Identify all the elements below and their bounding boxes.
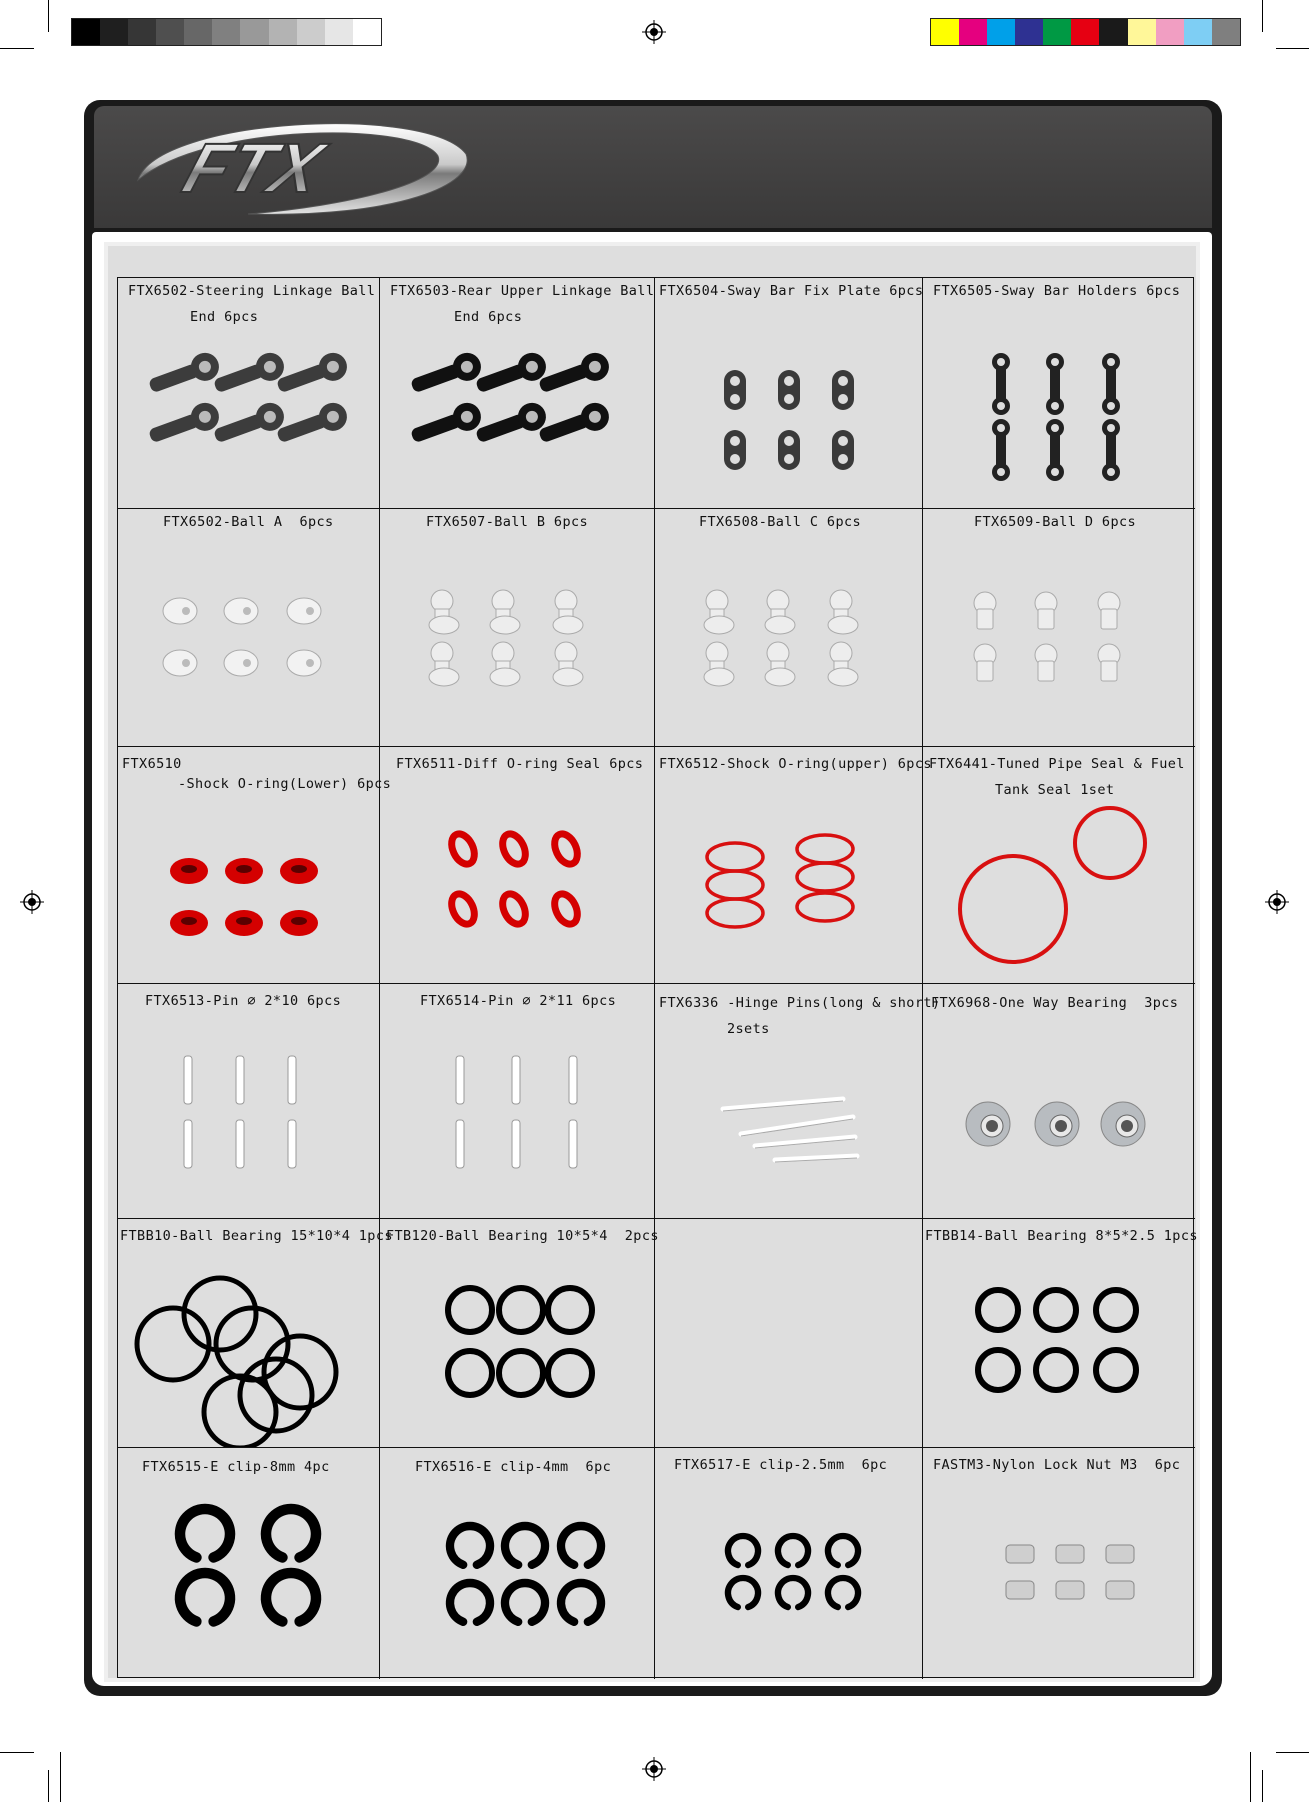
rod-end-part [211,349,288,400]
ball-stud [224,650,258,676]
part-label: FTX6513-Pin ∅ 2*10 6pcs [145,993,342,1009]
part-label: FTBB10-Ball Bearing 15*10*4 1pcs [120,1228,393,1244]
color-swatch [325,19,353,45]
pin [456,1056,464,1104]
ball-bearing [978,1290,1018,1330]
color-swatch [1212,19,1240,45]
rod-end-part [408,349,485,400]
color-swatch [1043,19,1071,45]
o-ring [280,858,318,884]
e-clip [180,1573,230,1621]
rod-end-part [274,349,351,400]
o-ring [280,910,318,936]
part-cell [380,984,655,1219]
color-swatch [240,19,268,45]
part-illustration [380,278,654,508]
o-ring [447,830,479,867]
lock-nut [1106,1581,1134,1599]
e-clip [450,1583,490,1622]
o-ring [498,890,530,927]
part-label: FTX6336 -Hinge Pins(long & short) [659,995,941,1011]
rod-end-part [536,349,613,400]
one-way-bearing [1035,1102,1079,1146]
ball-bearing [499,1351,543,1395]
sway-bar-plate [724,370,746,410]
ball-bearing [1096,1290,1136,1330]
part-illustration [923,984,1195,1218]
gray-color-bar [71,18,382,46]
e-clip [505,1583,545,1622]
ball-stud [974,644,996,681]
ball-bearing [499,1288,543,1332]
ball-stud [828,642,858,686]
part-label-continued: 2sets [727,1021,770,1037]
color-swatch [1128,19,1156,45]
part-illustration [118,1219,379,1447]
part-cell [655,278,923,509]
part-cell [118,1219,393,1448]
part-label: FTB120-Ball Bearing 10*5*4 2pcs [386,1228,659,1244]
o-ring [447,890,479,927]
pin [456,1120,464,1168]
part-illustration [655,747,922,983]
part-label: FTX6515-E clip-8mm 4pc [142,1459,330,1475]
part-cell [655,984,941,1219]
part-label-continued: -Shock O-ring(Lower) 6pcs [178,776,392,792]
ball-stud [974,592,996,629]
ball-stud [1035,644,1057,681]
o-ring [225,910,263,936]
hinge-pin [755,1137,855,1146]
part-label: FTX6441-Tuned Pipe Seal & Fuel [929,756,1185,772]
part-cell [118,1448,380,1679]
ball-stud [1098,592,1120,629]
part-cell [923,1219,1198,1448]
registration-mark-bottom [642,1757,666,1781]
ball-bearing [548,1351,592,1395]
ball-stud [1035,592,1057,629]
part-cell [118,984,380,1219]
part-cell [380,509,655,747]
empty-cell [655,1219,923,1448]
ball-stud [429,642,459,686]
part-label: FTX6516-E clip-4mm 6pc [415,1459,612,1475]
pin [184,1120,192,1168]
sway-bar-holder [1102,419,1120,481]
sway-bar-holder [1046,353,1064,415]
part-label: FTX6504-Sway Bar Fix Plate 6pcs [659,283,924,299]
ball-stud [765,642,795,686]
part-illustration [655,278,922,508]
part-label: FTX6508-Ball C 6pcs [699,514,862,530]
rod-end-part [536,399,613,450]
lock-nut [1006,1545,1034,1563]
e-clip [266,1573,316,1621]
o-ring [498,830,530,867]
part-illustration [923,747,1195,983]
color-swatch [353,19,381,45]
part-label-continued: End 6pcs [454,309,523,325]
ball-bearing [978,1350,1018,1390]
registration-mark-top [642,20,666,44]
part-label: FTX6502-Ball A 6pcs [163,514,334,530]
one-way-bearing [1101,1102,1145,1146]
ball-stud [287,650,321,676]
color-swatch [987,19,1015,45]
rod-end-part [146,399,223,450]
ftx-logo [98,110,478,222]
ball-stud [224,598,258,624]
o-ring [170,910,208,936]
part-label: FTX6509-Ball D 6pcs [974,514,1137,530]
color-swatch [931,19,959,45]
part-label: FTX6503-Rear Upper Linkage Ball [390,283,655,299]
e-clip [778,1578,808,1607]
part-cell [380,1219,659,1448]
e-clip [778,1536,808,1565]
ball-stud [704,590,734,634]
pin [236,1056,244,1104]
rod-end-part [211,399,288,450]
hinge-pin [775,1156,857,1160]
part-label-continued: End 6pcs [190,309,259,325]
one-way-bearing [966,1102,1010,1146]
part-label: FTX6510 [122,756,182,772]
ball-stud [163,598,197,624]
rod-end-part [473,349,550,400]
sway-bar-holder [992,353,1010,415]
hinge-pin [723,1099,843,1109]
sway-bar-holder [1046,419,1064,481]
ball-bearing [1096,1350,1136,1390]
color-swatch [1156,19,1184,45]
color-swatch [269,19,297,45]
e-clip [505,1526,545,1565]
part-cell [380,1448,655,1679]
ball-stud [1098,644,1120,681]
pin [512,1056,520,1104]
tuned-pipe-seal [960,856,1066,962]
e-clip [266,1509,316,1557]
o-ring [707,871,763,899]
part-cell [118,278,380,509]
e-clip [728,1578,758,1607]
part-label: FASTM3-Nylon Lock Nut M3 6pc [933,1457,1181,1473]
ball-stud [765,590,795,634]
sway-bar-plate [778,430,800,470]
part-cell [923,509,1195,747]
part-cell [655,509,923,747]
pin [512,1120,520,1168]
o-ring [797,863,853,891]
pin [569,1056,577,1104]
color-swatch [212,19,240,45]
registration-mark-left [20,890,44,914]
part-illustration [923,1448,1195,1679]
rod-end-part [408,399,485,450]
pin [288,1120,296,1168]
ball-stud [828,590,858,634]
part-label: FTX6511-Diff O-ring Seal 6pcs [396,756,644,772]
ball-bearing [448,1288,492,1332]
part-label: FTBB14-Ball Bearing 8*5*2.5 1pcs [925,1228,1198,1244]
e-clip [561,1583,601,1622]
e-clip [561,1526,601,1565]
part-cell [923,747,1195,984]
sway-bar-plate [832,430,854,470]
rod-end-part [274,399,351,450]
part-illustration [380,1448,654,1679]
part-label: FTX6517-E clip-2.5mm 6pc [674,1457,888,1473]
sway-bar-plate [724,430,746,470]
ball-bearing [548,1288,592,1332]
o-ring [550,890,582,927]
ball-stud [553,642,583,686]
o-ring [797,893,853,921]
e-clip [728,1536,758,1565]
o-ring [707,843,763,871]
parts-grid [117,277,1198,1678]
ball-stud [704,642,734,686]
lock-nut [1056,1581,1084,1599]
color-swatch [1071,19,1099,45]
fuel-tank-seal [1075,808,1145,878]
part-illustration [118,1448,379,1679]
ball-stud [553,590,583,634]
part-cell [118,747,392,984]
part-label: FTX6505-Sway Bar Holders 6pcs [933,283,1181,299]
part-cell [380,278,655,509]
ball-stud [287,598,321,624]
pin [569,1120,577,1168]
ball-bearing [1036,1290,1076,1330]
part-illustration [923,509,1195,746]
part-illustration [118,509,379,746]
e-clip [828,1536,858,1565]
part-label: FTX6968-One Way Bearing 3pcs [931,995,1179,1011]
o-ring [225,858,263,884]
part-cell [118,509,380,747]
color-swatch [100,19,128,45]
ball-bearing [1036,1350,1076,1390]
part-label-continued: Tank Seal 1set [995,782,1115,798]
part-cell [380,747,655,984]
part-illustration [655,1448,922,1679]
e-clip [180,1509,230,1557]
part-label: FTX6507-Ball B 6pcs [426,514,589,530]
color-swatch [1184,19,1212,45]
sway-bar-holder [992,419,1010,481]
part-illustration [923,1219,1195,1447]
o-ring [170,858,208,884]
part-illustration [380,984,654,1218]
lock-nut [1056,1545,1084,1563]
registration-mark-right [1265,890,1289,914]
o-ring [797,835,853,863]
process-color-bar [930,18,1241,46]
ball-stud [429,590,459,634]
lock-nut [1106,1545,1134,1563]
part-cell [923,1448,1195,1679]
part-illustration [380,509,654,746]
pin [288,1056,296,1104]
color-swatch [156,19,184,45]
o-ring [707,899,763,927]
ball-stud [163,650,197,676]
rod-end-part [146,349,223,400]
part-label: FTX6502-Steering Linkage Ball [128,283,376,299]
part-illustration [118,984,379,1218]
o-ring [550,830,582,867]
part-label: FTX6514-Pin ∅ 2*11 6pcs [420,993,617,1009]
sway-bar-plate [832,370,854,410]
color-swatch [72,19,100,45]
sway-bar-plate [778,370,800,410]
pin [184,1056,192,1104]
part-illustration [655,509,922,746]
color-swatch [128,19,156,45]
e-clip [450,1526,490,1565]
color-swatch [1099,19,1127,45]
part-illustration [655,984,922,1218]
ball-stud [490,590,520,634]
ball-stud [490,642,520,686]
e-clip [828,1578,858,1607]
part-illustration [923,278,1195,508]
logo-text: FTX [174,129,332,208]
color-swatch [959,19,987,45]
part-label: FTX6512-Shock O-ring(upper) 6pcs [659,756,932,772]
color-swatch [184,19,212,45]
part-illustration [380,747,654,983]
part-cell [923,278,1195,509]
part-illustration [380,1219,654,1447]
rod-end-part [473,399,550,450]
part-cell [923,984,1195,1219]
hinge-pin [741,1117,853,1134]
sway-bar-holder [1102,353,1120,415]
pin [236,1120,244,1168]
part-cell [655,1448,923,1679]
part-illustration [118,747,379,983]
lock-nut [1006,1581,1034,1599]
color-swatch [297,19,325,45]
part-cell [655,747,932,984]
color-swatch [1015,19,1043,45]
ball-bearing [448,1351,492,1395]
part-illustration [118,278,379,508]
